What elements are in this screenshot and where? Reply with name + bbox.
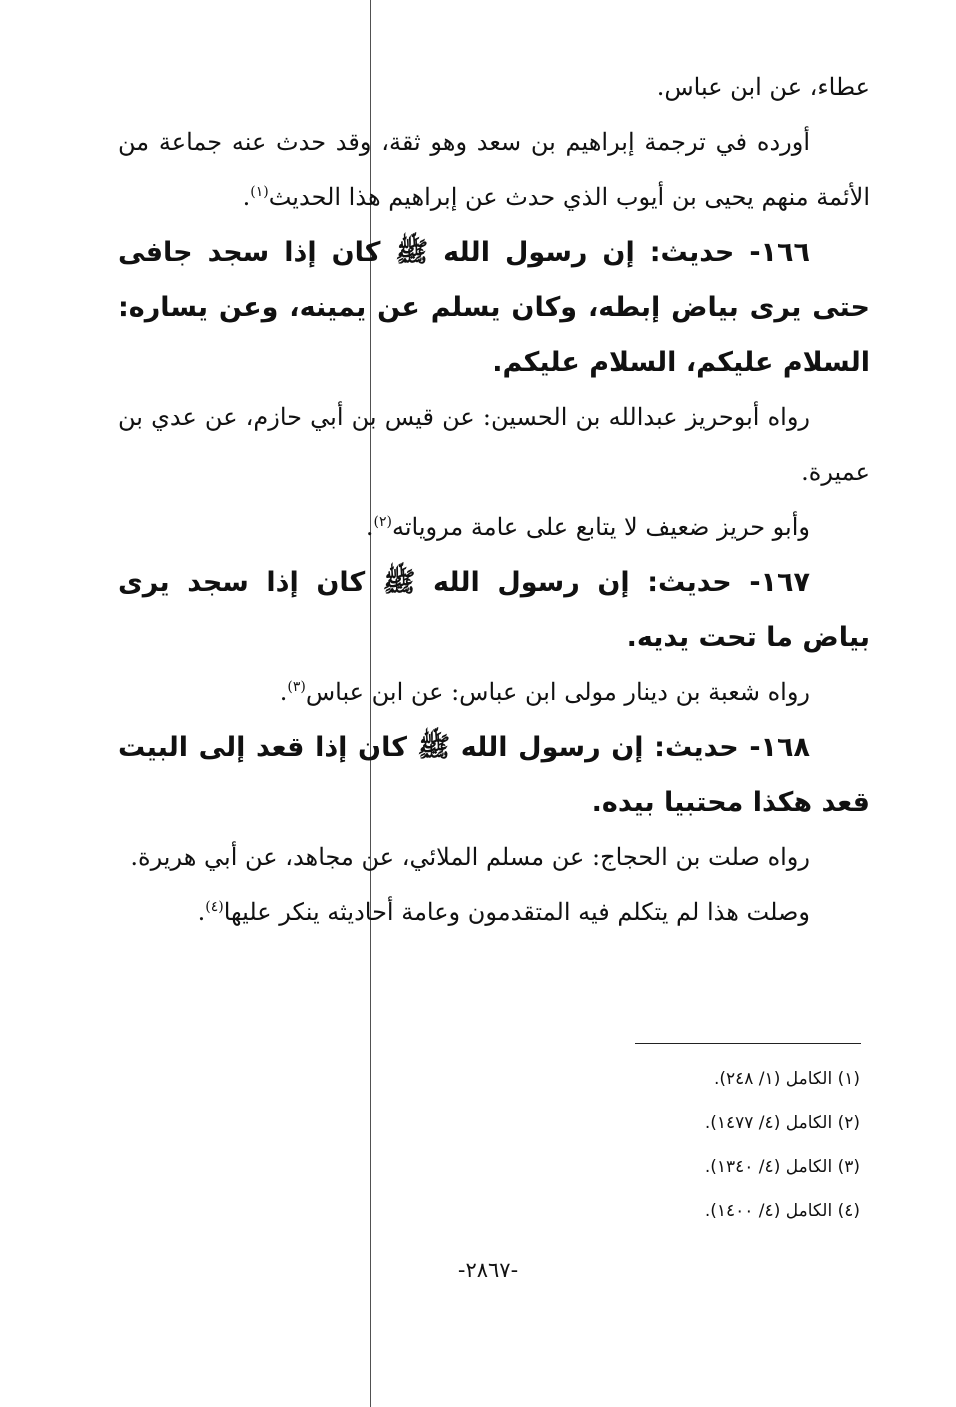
hadith-166-number: ١٦٦ (760, 237, 810, 268)
paragraph-7-text: وصلت هذا لم يتكلم فيه المتقدمون وعامة أحاديثه ينكر عليها (223, 898, 810, 926)
paragraph-6 (118, 830, 870, 885)
paragraph-3 (118, 390, 870, 500)
footnote-ref-3[interactable]: (٣) (287, 679, 306, 695)
footnote-separator (635, 1043, 861, 1044)
paragraph-7 (118, 885, 870, 940)
paragraph-1 (118, 60, 870, 115)
footnote-ref-2[interactable]: (٢) (373, 514, 392, 530)
paragraph-2 (118, 115, 870, 225)
footnote-4: (٤) الكامل (٤/ ١٤٠٠). (704, 1201, 860, 1221)
paragraph-5-text: رواه شعبة بن دينار مولى ابن عباس: عن ابن عباس (305, 678, 810, 706)
paragraph-4-text: وأبو حريز ضعيف لا يتابع على عامة مروياته (391, 513, 810, 541)
hadith-167-number: ١٦٧ (760, 567, 810, 598)
footnote-1: (١) الكامل (١/ ٢٤٨). (713, 1069, 860, 1089)
hadith-168-number: ١٦٨ (760, 732, 810, 763)
hadith-166 (118, 225, 870, 390)
paragraph-2-text: أورده في ترجمة إبراهيم بن سعد وهو ثقة، وقد حدث عنه جماعة من الأئمة منهم يحيى بن أيوب الذي حدث عن إبراهيم هذا الحديث (118, 128, 870, 211)
page-number: -٢٨٦٧- (457, 1258, 519, 1282)
hadith-168-text: - حديث: إن رسول الله ﷺ كان إذا قعد إلى البيت قعد هكذا محتبيا بيده. (118, 732, 870, 818)
footnote-2: (٢) الكامل (٤/ ١٤٧٧). (704, 1113, 860, 1133)
paragraph-1-text: عطاء، عن ابن عباس. (656, 73, 870, 101)
footnote-ref-1[interactable]: (١) (250, 184, 269, 200)
paragraph-4-end: . (365, 513, 374, 541)
paragraph-5 (118, 665, 870, 720)
paragraph-3-text: رواه أبوحريز عبدالله بن الحسين: عن قيس بن أبي حازم، عن عدي بن عميرة. (118, 403, 870, 486)
footnote-ref-4[interactable]: (٤) (205, 899, 224, 915)
paragraph-6-text: رواه صلت بن الحجاج: عن مسلم الملائي، عن مجاهد، عن أبي هريرة. (130, 843, 810, 871)
footnote-3: (٣) الكامل (٤/ ١٣٤٠). (704, 1157, 860, 1177)
footnotes (440, 1057, 860, 1233)
paragraph-7-end: . (197, 898, 206, 926)
paragraph-5-end: . (279, 678, 288, 706)
page-body (118, 60, 870, 940)
hadith-167 (118, 555, 870, 665)
hadith-166-text: - حديث: إن رسول الله ﷺ كان إذا سجد جافى حتى يرى بياض إبطه، وكان يسلم عن يمينه، وعن يساره: السلام عليكم، السلام عليكم. (118, 237, 870, 378)
paragraph-4 (118, 500, 870, 555)
paragraph-2-end: . (242, 183, 251, 211)
hadith-168 (118, 720, 870, 830)
hadith-167-text: - حديث: إن رسول الله ﷺ كان إذا سجد يرى بياض ما تحت يديه. (118, 567, 870, 653)
